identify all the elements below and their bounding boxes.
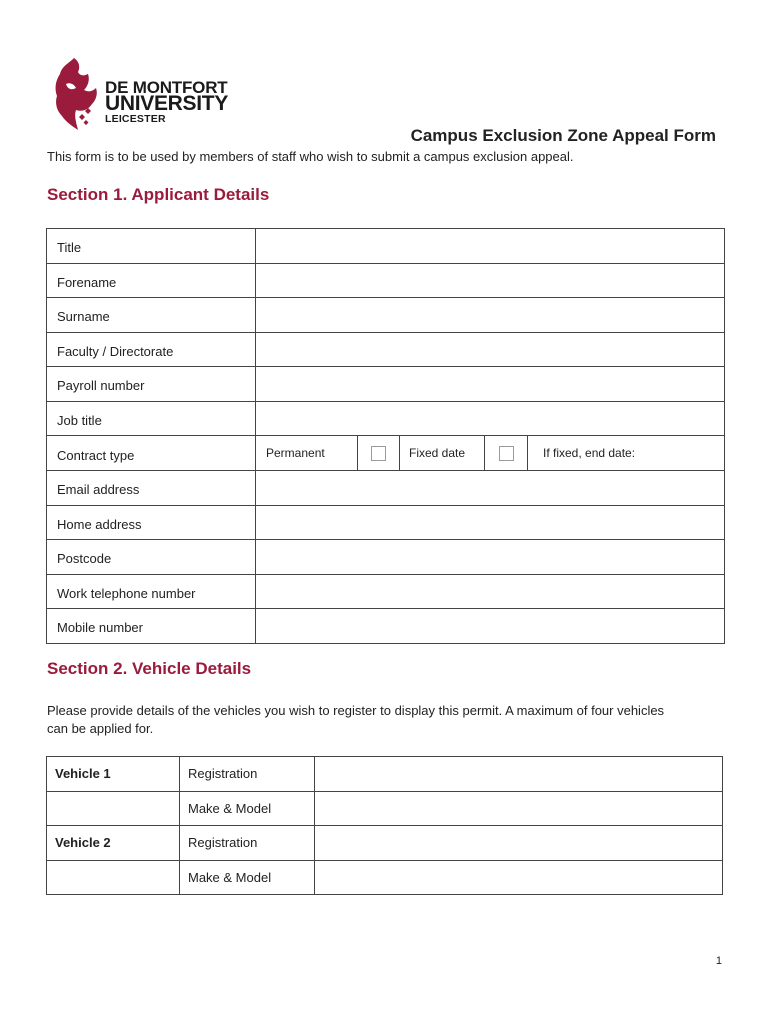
fixed-date-checkbox[interactable]	[499, 446, 514, 461]
table-row	[47, 757, 723, 792]
fixed-date-label: Fixed date	[400, 436, 485, 470]
applicant-details-table	[46, 228, 725, 644]
field-label	[47, 332, 256, 367]
forename-input[interactable]	[256, 263, 725, 298]
section-2-paragraph: Please provide details of the vehicles you wish to register to display this permit. A maximum of four vehicles can be applied for.	[47, 703, 665, 736]
home-address-input[interactable]	[256, 505, 725, 540]
page-title: Campus Exclusion Zone Appeal Form	[410, 126, 716, 145]
empty-cell	[47, 791, 180, 826]
field-label	[47, 401, 256, 436]
table-row	[47, 860, 723, 895]
vehicle-2-registration-input[interactable]	[315, 826, 723, 861]
logo-line-1: DE MONTFORT	[105, 78, 228, 97]
label-home-address: Home address	[57, 516, 142, 532]
email-input[interactable]	[256, 471, 725, 506]
permanent-checkbox-cell	[358, 436, 400, 470]
table-row	[47, 471, 725, 506]
field-label	[47, 540, 256, 575]
page-number: 1	[715, 955, 722, 967]
work-phone-input[interactable]	[256, 574, 725, 609]
label-forename: Forename	[57, 274, 117, 290]
payroll-input[interactable]	[256, 367, 725, 402]
section-1-heading: Section 1. Applicant Details	[47, 185, 270, 204]
field-label	[47, 298, 256, 333]
end-date-field[interactable]: If fixed, end date:	[543, 446, 636, 460]
table-row	[47, 263, 725, 298]
table-row	[47, 332, 725, 367]
make-model-label: Make & Model	[180, 860, 315, 895]
table-row	[47, 609, 725, 644]
table-row	[47, 505, 725, 540]
label-surname: Surname	[57, 309, 110, 325]
surname-input[interactable]	[256, 298, 725, 333]
logo-line-2: UNIVERSITY	[105, 92, 229, 115]
mobile-input[interactable]	[256, 609, 725, 644]
label-faculty: Faculty / Directorate	[57, 343, 174, 359]
fixed-date-checkbox-cell	[485, 436, 528, 470]
postcode-input[interactable]	[256, 540, 725, 575]
field-label	[47, 471, 256, 506]
label-mobile: Mobile number	[57, 620, 143, 636]
make-model-label: Make & Model	[180, 791, 315, 826]
vehicle-1-label: Vehicle 1	[47, 757, 180, 792]
permanent-label: Permanent	[256, 436, 358, 470]
field-label	[47, 367, 256, 402]
job-title-input[interactable]	[256, 401, 725, 436]
table-row	[47, 298, 725, 333]
contract-type-cell	[256, 436, 725, 471]
section-2-heading: Section 2. Vehicle Details	[47, 659, 252, 678]
intro-text: This form is to be used by members of staff who wish to submit a campus exclusion appeal.	[47, 149, 574, 164]
vehicle-1-registration-input[interactable]	[315, 757, 723, 792]
field-label	[47, 263, 256, 298]
field-label	[47, 574, 256, 609]
table-row	[47, 540, 725, 575]
vehicle-details-table	[46, 756, 723, 895]
label-payroll: Payroll number	[57, 378, 145, 394]
label-email: Email address	[57, 482, 140, 498]
empty-cell	[47, 860, 180, 895]
table-row	[47, 367, 725, 402]
label-work-phone: Work telephone number	[57, 585, 196, 601]
table-row	[47, 401, 725, 436]
field-label	[47, 436, 256, 471]
table-row	[47, 229, 725, 264]
dmu-lion-emblem-icon	[52, 56, 102, 132]
registration-label: Registration	[180, 757, 315, 792]
field-label	[47, 229, 256, 264]
registration-label: Registration	[180, 826, 315, 861]
logo-line-3: LEICESTER	[105, 113, 166, 125]
label-title: Title	[57, 240, 82, 256]
label-job-title: Job title	[57, 412, 102, 428]
field-label	[47, 609, 256, 644]
vehicle-2-make-model-input[interactable]	[315, 860, 723, 895]
table-row	[47, 826, 723, 861]
university-logo	[52, 56, 252, 132]
vehicle-1-make-model-input[interactable]	[315, 791, 723, 826]
table-row	[47, 791, 723, 826]
table-row	[47, 436, 725, 471]
permanent-checkbox[interactable]	[371, 446, 386, 461]
title-input[interactable]	[256, 229, 725, 264]
contract-options	[256, 436, 724, 470]
field-label	[47, 505, 256, 540]
label-postcode: Postcode	[57, 551, 112, 567]
label-contract: Contract type	[57, 447, 135, 463]
table-row	[47, 574, 725, 609]
faculty-input[interactable]	[256, 332, 725, 367]
vehicle-2-label: Vehicle 2	[47, 826, 180, 861]
